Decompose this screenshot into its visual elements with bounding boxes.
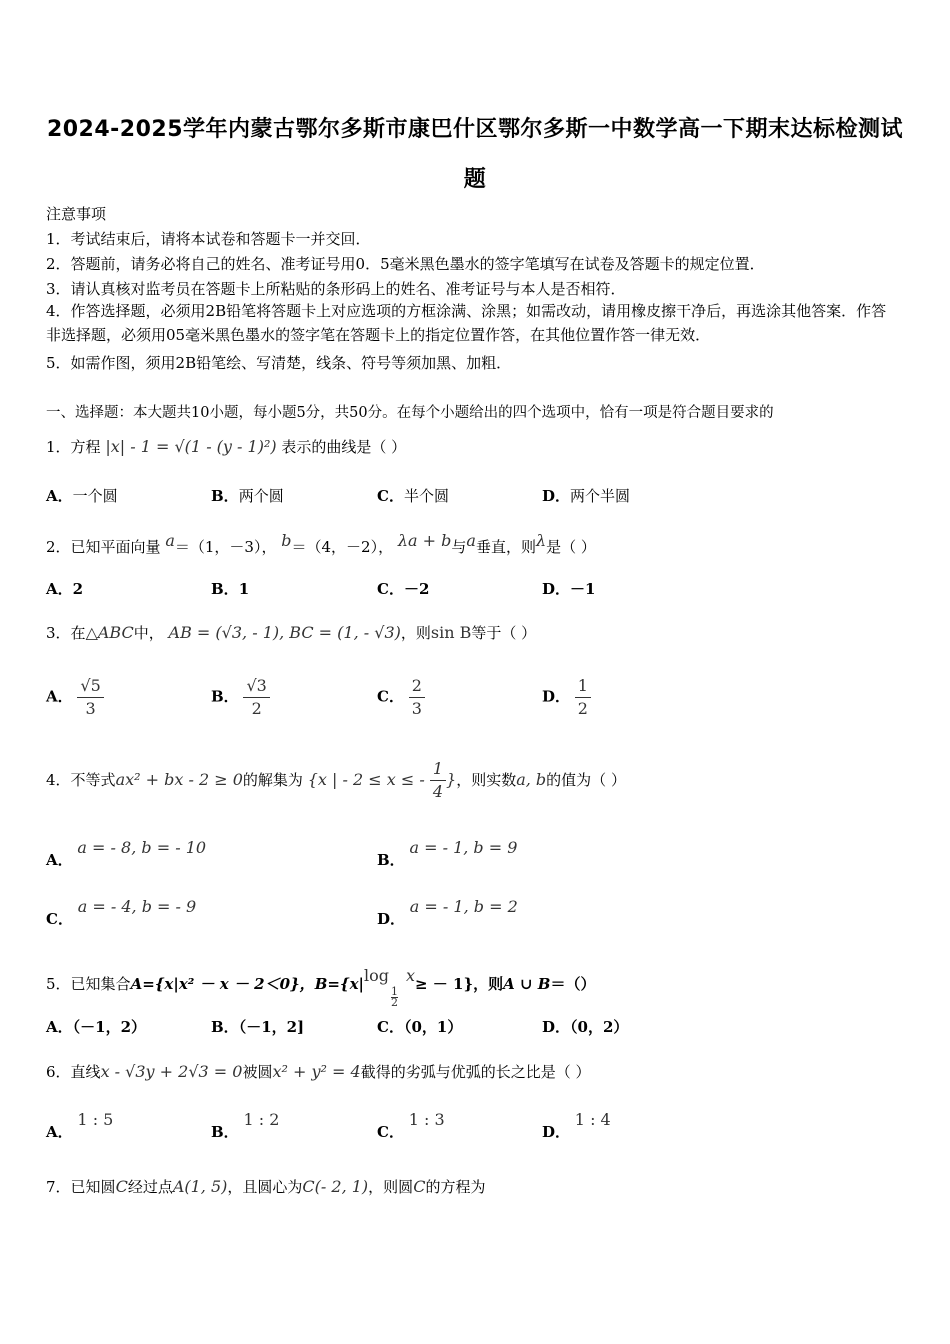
triangle-abc: △ABC: [85, 623, 134, 642]
q1-option-c: C．半个圆: [377, 487, 449, 505]
exam-title-line2: 题: [463, 167, 487, 192]
vectors: AB = (√3, - 1), BC = (1, - √3): [168, 623, 401, 642]
q4-option-a: A． a = - 8, b = - 10: [46, 838, 207, 869]
q1-option-d: D．两个半圆: [542, 487, 631, 505]
inequality: ax² + bx - 2 ≥ 0: [115, 770, 243, 789]
note-item: 1．考试结束后，请将本试卷和答题卡一并交回．: [46, 230, 371, 248]
circle-equation: x² + y² = 4: [272, 1062, 361, 1081]
q5-option-c: C．（0，1）: [377, 1018, 463, 1036]
q3-option-c: C． $\frac{2}{3}$: [377, 675, 425, 720]
notes-heading: 注意事项: [46, 205, 107, 223]
expression: λa + b: [397, 531, 452, 550]
solution-set: {x | - 2 ≤ x ≤ - $\frac{1}{4}$ }: [307, 759, 457, 801]
union: A ∪ B: [503, 975, 551, 993]
question-text: 已知平面向量: [70, 538, 161, 556]
q1-option-b: B．两个圆: [211, 487, 284, 505]
q3-option-d: D． $\frac{1}{2}$: [542, 675, 591, 720]
question-number: 5．: [46, 975, 71, 993]
note-item: 4．作答选择题，必须用2B铅笔将答题卡上对应选项的方框涂满、涂黑；如需改动，请用橡皮擦干净后，再选涂其他答案．作答非选择题，必须用05毫米黑色墨水的签字笔在答题卡上的指定位置作答，在其他位置作答一律无效．: [46, 302, 887, 344]
set-a: A={x|x² － x － 2＜0}，: [130, 975, 315, 993]
q4-option-d: D． a = - 1, b = 2: [377, 897, 518, 928]
sin-b: sin B: [430, 623, 472, 642]
vector-a: a: [165, 531, 175, 550]
q6-option-a: A． 1 : 5: [46, 1110, 114, 1141]
note-item: 2．答题前，请务必将自己的姓名、准考证号用0．5毫米黑色墨水的签字笔填写在试卷及答题卡的规定位置．: [46, 255, 765, 273]
vector-b: b: [281, 531, 292, 550]
question-number: 3．: [46, 624, 71, 642]
log-base-half: log $\frac{1}{2}$ x: [363, 966, 416, 1009]
point-a: A(1, 5): [172, 1177, 228, 1196]
section-heading: 一、选择题：本大题共10小题，每小题5分，共50分。在每个小题给出的四个选项中，恰有一项是符合题目要求的: [46, 405, 774, 421]
q5-option-d: D．（0，2）: [542, 1018, 629, 1036]
q6-option-d: D． 1 : 4: [542, 1110, 611, 1141]
question-number: 6．: [46, 1063, 71, 1081]
equation: |x| - 1 = √(1 - (y - 1)²): [105, 437, 277, 456]
q2-option-c: C．－2: [377, 580, 430, 598]
q4-option-c: C． a = - 4, b = - 9: [46, 897, 197, 928]
question-6: 6．直线x - √3y + 2√3 = 0被圆x² + y² = 4截得的劣弧与优弧的长之比是（ ）: [46, 1062, 591, 1081]
q3-option-b: B． $\frac{√3}{2}$: [211, 675, 270, 720]
question-number: 7．: [46, 1178, 71, 1196]
q6-option-c: C． 1 : 3: [377, 1110, 445, 1141]
question-text: 方程: [70, 438, 101, 456]
question-7: 7．已知圆C经过点A(1, 5)，且圆心为C(- 2, 1)，则圆C的方程为: [46, 1177, 486, 1196]
q1-option-a: A．一个圆: [46, 487, 118, 505]
note-item: 5．如需作图，须用2B铅笔绘、写清楚，线条、符号等须加黑、加粗．: [46, 354, 512, 372]
center-c: C(- 2, 1): [302, 1177, 369, 1196]
q2-option-b: B．1: [211, 580, 250, 598]
question-number: 1．: [46, 438, 71, 456]
question-1: [46, 436, 406, 457]
question-number: 4．: [46, 771, 71, 789]
line-equation: x - √3y + 2√3 = 0: [100, 1062, 243, 1081]
question-2: 2．已知平面向量 a＝（1，－3）， b＝（4，－2）， λa + b与a垂直，则λ是（ ）: [46, 531, 596, 556]
q2-option-a: A．2: [46, 580, 84, 598]
question-3: 3．在△ABC中， AB = (√3, - 1), BC = (1, - √3)，则sin B等于（ ）: [46, 623, 537, 642]
q3-option-a: A． $\frac{√5}{3}$: [46, 675, 104, 720]
question-5: 5．已知集合A={x|x² － x － 2＜0}，B={x|log $\frac{1}{2}$ x≥ － 1}，则A ∪ B＝（）: [46, 966, 596, 1009]
q2-option-d: D．－1: [542, 580, 596, 598]
question-4: 4．不等式ax² + bx - 2 ≥ 0的解集为 {x | - 2 ≤ x ≤ - $\frac{1}{4}$ }，则实数a, b的值为（ ）: [46, 759, 626, 801]
note-item: 3．请认真核对监考员在答题卡上所粘贴的条形码上的姓名、准考证号与本人是否相符．: [46, 280, 626, 298]
q6-option-b: B． 1 : 2: [211, 1110, 280, 1141]
question-number: 2．: [46, 538, 71, 556]
question-text: 表示的曲线是（ ）: [281, 438, 407, 456]
exam-title-line1: 2024-2025学年内蒙古鄂尔多斯市康巴什区鄂尔多斯一中数学高一下期末达标检测试: [46, 117, 904, 142]
q5-option-b: B．（－1，2]: [211, 1018, 305, 1036]
q5-option-a: A．（－1，2）: [46, 1018, 147, 1036]
q4-option-b: B． a = - 1, b = 9: [377, 838, 518, 869]
